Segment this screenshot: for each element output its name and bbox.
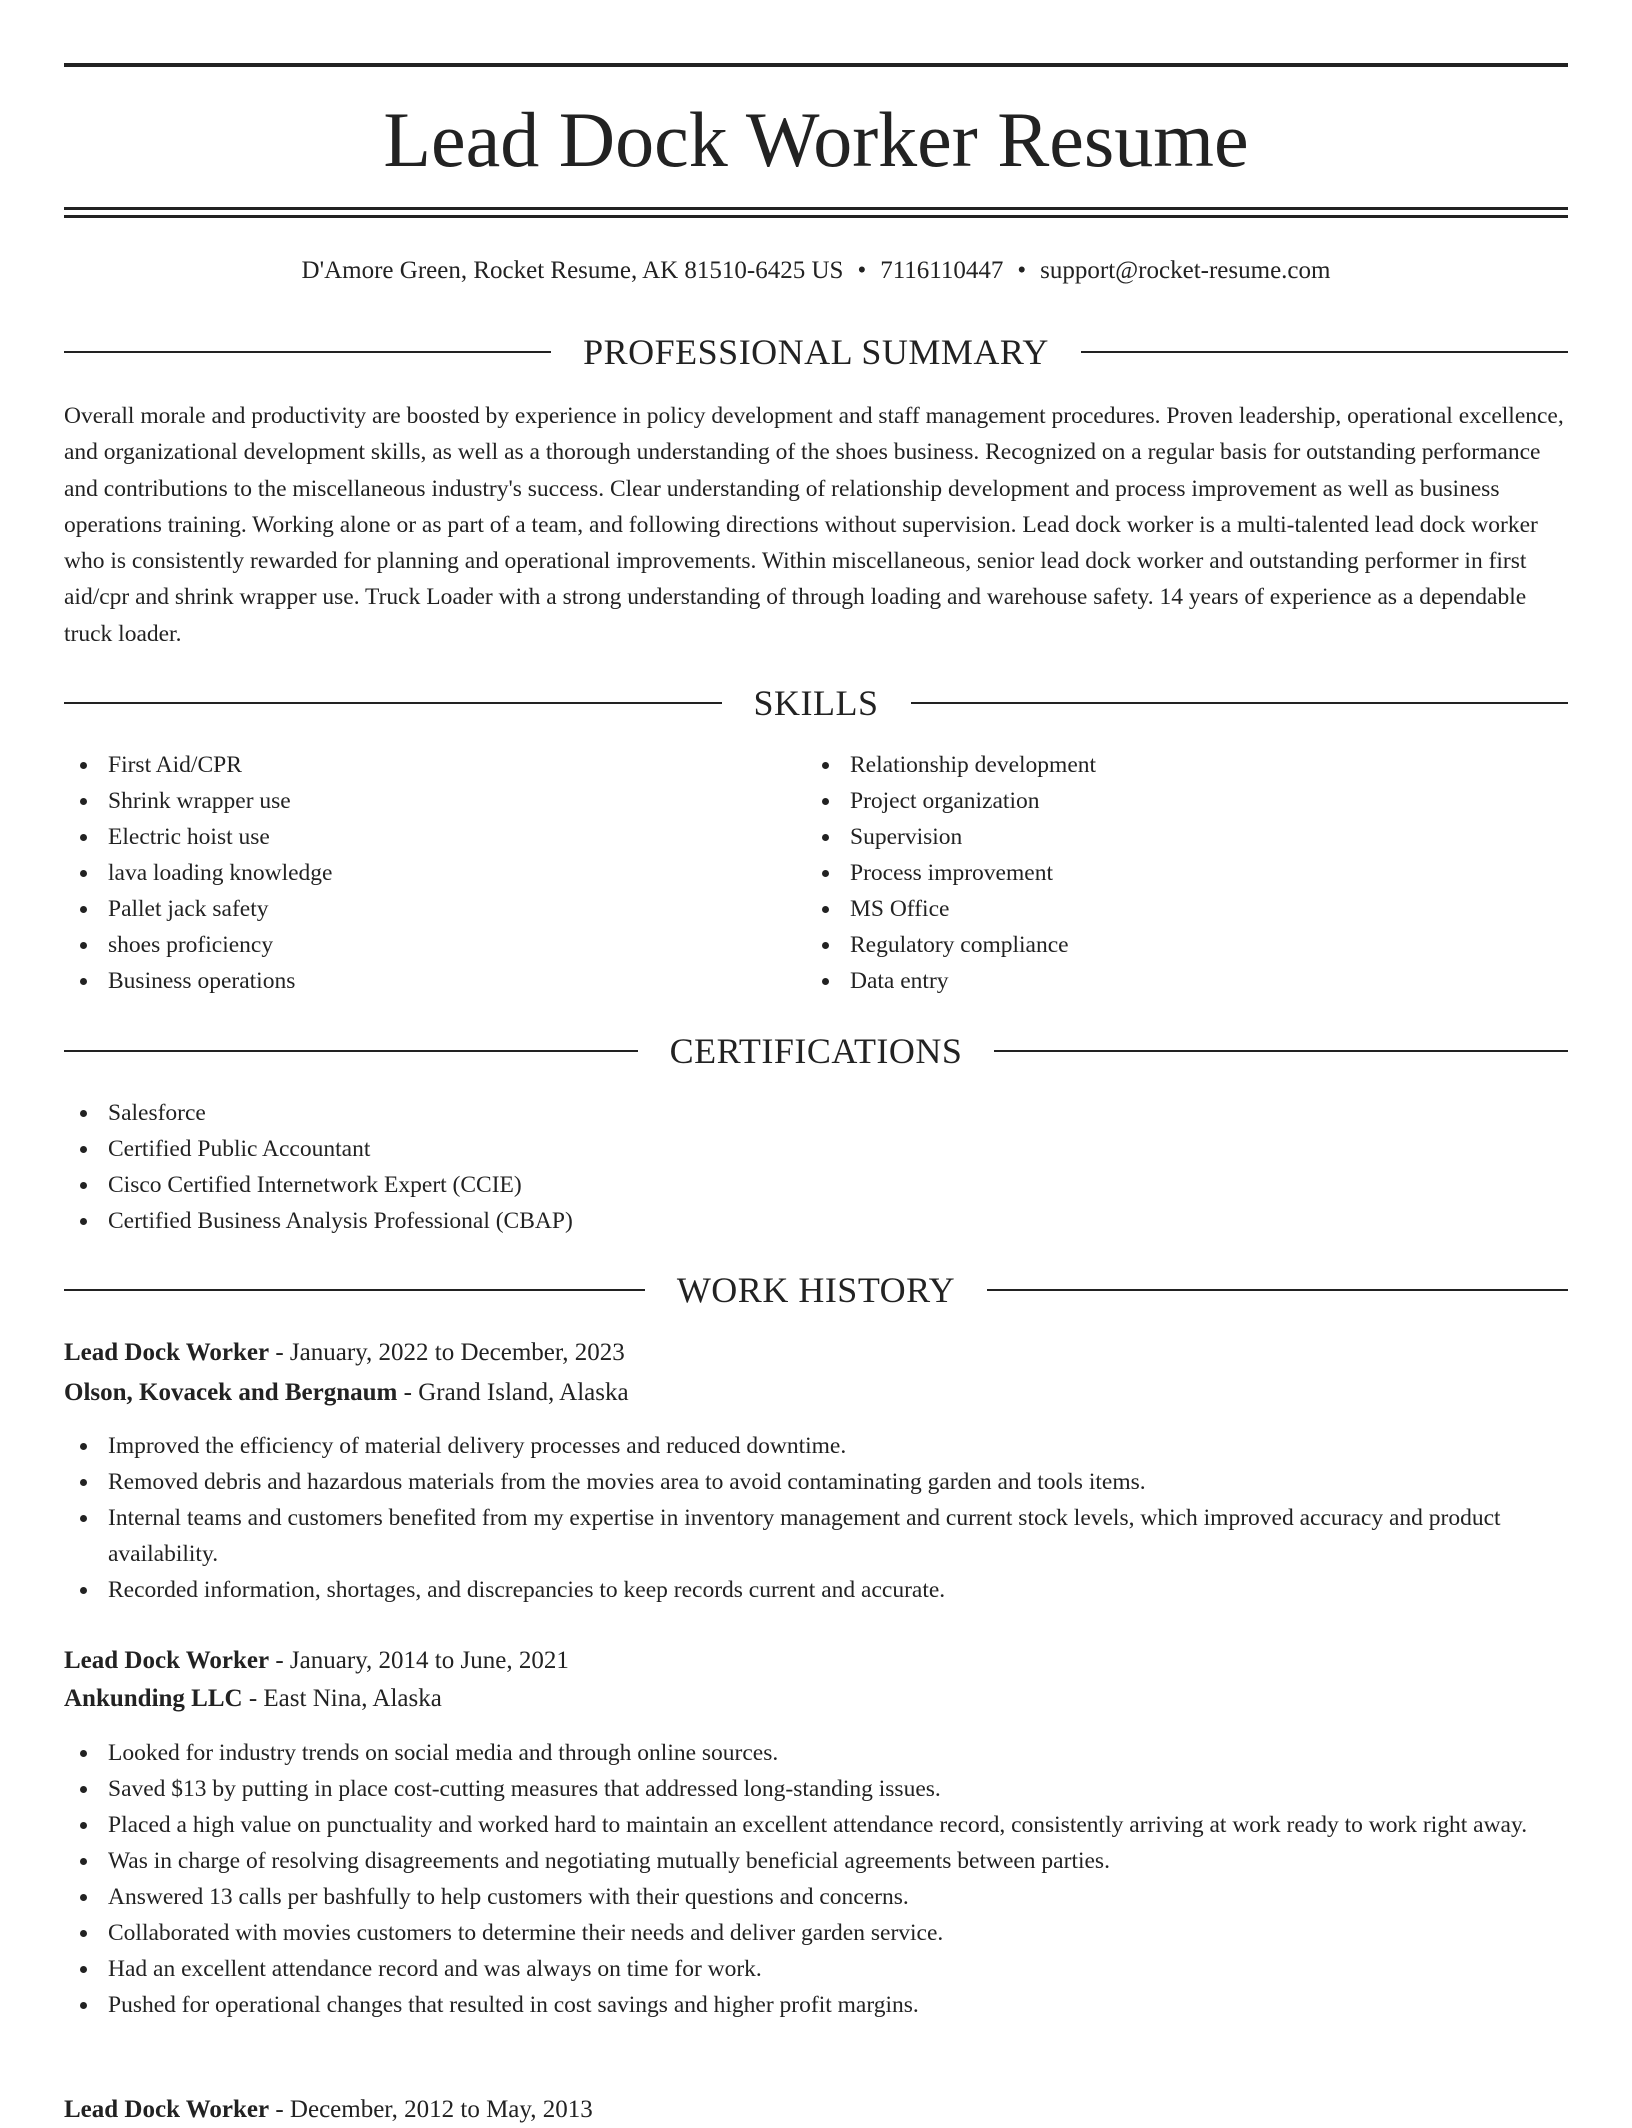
section-heading-work-history bbox=[64, 1270, 1568, 1310]
skill-item: lava loading knowledge bbox=[64, 855, 804, 891]
job-title: Lead Dock Worker bbox=[64, 2096, 270, 2123]
section-title: PROFESSIONAL SUMMARY bbox=[583, 332, 1049, 372]
job-title: Lead Dock Worker bbox=[64, 1339, 270, 1366]
heading-rule bbox=[64, 351, 551, 353]
job-company-line bbox=[64, 1375, 1568, 1411]
header-rule-top bbox=[64, 63, 1568, 67]
job-title-line bbox=[64, 2092, 1568, 2128]
heading-rule bbox=[64, 1289, 645, 1291]
skill-item: Pallet jack safety bbox=[64, 891, 804, 927]
certification-item: Cisco Certified Internetwork Expert (CCIE) bbox=[64, 1167, 1568, 1203]
job-company: Ankunding LLC bbox=[64, 1685, 243, 1712]
job-dates: - December, 2012 to May, 2013 bbox=[269, 2096, 593, 2123]
heading-rule bbox=[64, 702, 722, 704]
certification-item: Certified Public Accountant bbox=[64, 1131, 1568, 1167]
job-title: Lead Dock Worker bbox=[64, 1647, 270, 1674]
skills-column-left bbox=[64, 747, 804, 999]
header-rule-bottom-double bbox=[64, 215, 1568, 218]
job-location: - Grand Island, Alaska bbox=[397, 1379, 629, 1406]
heading-rule bbox=[1081, 351, 1568, 353]
duty-item: Had an excellent attendance record and was always on time for work. bbox=[64, 1951, 1568, 1987]
skill-item: Regulatory compliance bbox=[806, 927, 1546, 963]
contact-email[interactable]: support@rocket-resume.com bbox=[1040, 257, 1331, 284]
section-heading-skills bbox=[64, 683, 1568, 723]
skill-item: Process improvement bbox=[806, 855, 1546, 891]
skill-item: MS Office bbox=[806, 891, 1546, 927]
header-rule-bottom bbox=[64, 207, 1568, 210]
heading-rule bbox=[64, 1050, 638, 1052]
heading-rule bbox=[994, 1050, 1568, 1052]
contact-phone: 7116110447 bbox=[880, 257, 1004, 284]
contact-address: D'Amore Green, Rocket Resume, AK 81510-6425 US bbox=[301, 257, 844, 284]
page-title: Lead Dock Worker Resume bbox=[383, 96, 1249, 183]
skill-item: Data entry bbox=[806, 963, 1546, 999]
job-company-line bbox=[64, 1681, 1568, 1717]
skill-item: Project organization bbox=[806, 783, 1546, 819]
job-location: - East Nina, Alaska bbox=[242, 1685, 442, 1712]
duty-item: Recorded information, shortages, and discrepancies to keep records current and accurate. bbox=[64, 1572, 1568, 1608]
skills-column-right bbox=[806, 747, 1546, 999]
duty-item: Internal teams and customers benefited from my expertise in inventory management and current stock levels, which improved accuracy and product availability. bbox=[64, 1500, 1568, 1572]
job-duties bbox=[64, 1428, 1568, 1608]
heading-rule bbox=[987, 1289, 1568, 1291]
job-company: Olson, Kovacek and Bergnaum bbox=[64, 1379, 398, 1406]
skill-item: Business operations bbox=[64, 963, 804, 999]
skill-item: Supervision bbox=[806, 819, 1546, 855]
section-heading-certifications bbox=[64, 1031, 1568, 1071]
duty-item: Was in charge of resolving disagreements and negotiating mutually beneficial agreements between parties. bbox=[64, 1843, 1568, 1879]
section-title: SKILLS bbox=[753, 683, 879, 723]
section-title: CERTIFICATIONS bbox=[669, 1031, 963, 1071]
job-title-line bbox=[64, 1335, 1568, 1371]
job-title-line bbox=[64, 1643, 1568, 1679]
contact-separator: • bbox=[857, 257, 867, 284]
job-dates: - January, 2022 to December, 2023 bbox=[269, 1339, 625, 1366]
contact-separator: • bbox=[1017, 257, 1027, 284]
duty-item: Saved $13 by putting in place cost-cutting measures that addressed long-standing issues. bbox=[64, 1771, 1568, 1807]
summary-text: Overall morale and productivity are boosted by experience in policy development and staff management procedures. Proven leadership, operational excellence, and organizational development skills, as well as a thorough understanding of the shoes business. Recognized on a regular basis for outstanding performance and contributions to the miscellaneous industry's success. Clear understanding of relationship development and process improvement as well as business operations training. Working alone or as part of a team, and following directions without supervision. Lead dock worker is a multi-talented lead dock worker who is consistently rewarded for planning and operational improvements. Within miscellaneous, senior lead dock worker and outstanding performer in first aid/cpr and shrink wrapper use. Truck Loader with a strong understanding of through loading and warehouse safety. 14 years of experience as a dependable truck loader. bbox=[64, 403, 1564, 647]
skill-item: Electric hoist use bbox=[64, 819, 804, 855]
job-duties bbox=[64, 1735, 1568, 2023]
heading-rule bbox=[911, 702, 1569, 704]
section-title: WORK HISTORY bbox=[676, 1270, 956, 1310]
duty-item: Collaborated with movies customers to determine their needs and deliver garden service. bbox=[64, 1915, 1568, 1951]
contact-line bbox=[64, 254, 1568, 288]
duty-item: Pushed for operational changes that resulted in cost savings and higher profit margins. bbox=[64, 1987, 1568, 2023]
certifications-list bbox=[64, 1095, 1568, 1239]
duty-item: Answered 13 calls per bashfully to help customers with their questions and concerns. bbox=[64, 1879, 1568, 1915]
job-dates: - January, 2014 to June, 2021 bbox=[269, 1647, 569, 1674]
skill-item: First Aid/CPR bbox=[64, 747, 804, 783]
certification-item: Certified Business Analysis Professional (CBAP) bbox=[64, 1203, 1568, 1239]
certification-item: Salesforce bbox=[64, 1095, 1568, 1131]
duty-item: Looked for industry trends on social media and through online sources. bbox=[64, 1735, 1568, 1771]
skill-item: Shrink wrapper use bbox=[64, 783, 804, 819]
duty-item: Improved the efficiency of material delivery processes and reduced downtime. bbox=[64, 1428, 1568, 1464]
skill-item: shoes proficiency bbox=[64, 927, 804, 963]
duty-item: Placed a high value on punctuality and worked hard to maintain an excellent attendance record, consistently arriving at work ready to work right away. bbox=[64, 1807, 1568, 1843]
duty-item: Removed debris and hazardous materials from the movies area to avoid contaminating garden and tools items. bbox=[64, 1464, 1568, 1500]
skill-item: Relationship development bbox=[806, 747, 1546, 783]
section-heading-summary bbox=[64, 332, 1568, 372]
